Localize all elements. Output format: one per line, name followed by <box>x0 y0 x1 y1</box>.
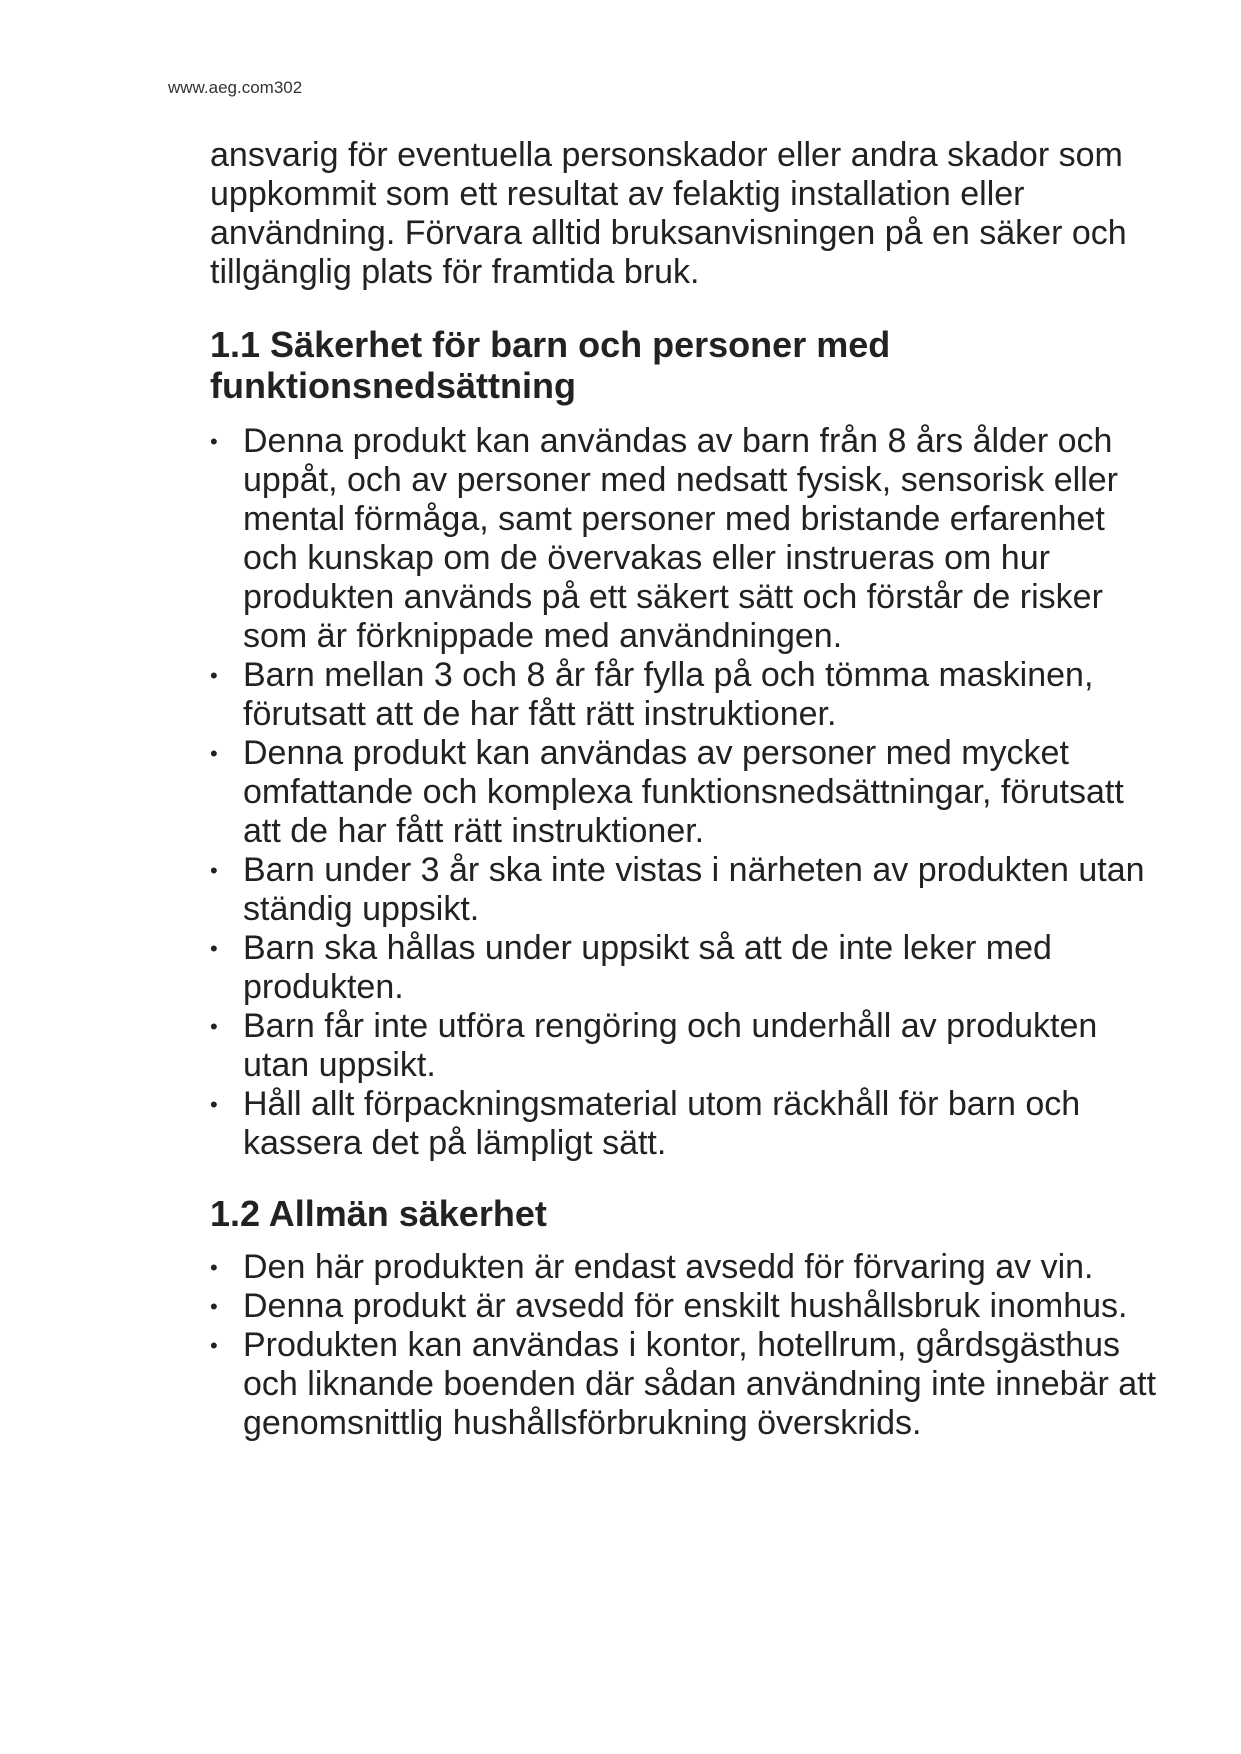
bullet-icon: • <box>210 1294 218 1319</box>
general-safety-list <box>210 1248 1160 1443</box>
list-item: • Håll allt förpackningsmaterial utom räckhåll för barn och kassera det på lämpligt sätt. <box>210 1085 1081 1162</box>
list-item: • Denna produkt är avsedd för enskilt hushållsbruk inomhus. <box>210 1287 1128 1325</box>
document-body <box>210 136 1160 1443</box>
section-heading-general-safety: 1.2 Allmän säkerhet <box>210 1193 547 1234</box>
list-item: • Barn under 3 år ska inte vistas i närheten av produkten utan ständig uppsikt. <box>210 851 1145 928</box>
list-item: • Produkten kan användas i kontor, hotellrum, gårdsgästhus och liknande boenden där sådan användning inte innebär att genomsnittlig hushållsförbrukning överskrids. <box>210 1326 1157 1442</box>
list-item: • Barn får inte utföra rengöring och underhåll av produkten utan uppsikt. <box>210 1007 1098 1084</box>
list-item: • Den här produkten är endast avsedd för förvaring av vin. <box>210 1248 1094 1286</box>
list-item: • Barn ska hållas under uppsikt så att de inte leker med produkten. <box>210 929 1052 1006</box>
bullet-icon: • <box>210 858 218 883</box>
bullet-icon: • <box>210 1092 218 1117</box>
bullet-icon: • <box>210 741 218 766</box>
bullet-icon: • <box>210 1255 218 1280</box>
children-safety-list <box>210 422 1160 1163</box>
list-item: • Denna produkt kan användas av personer med mycket omfattande och komplexa funktionsnedsättningar, förutsatt att de har fått rätt instruktioner. <box>210 734 1124 850</box>
list-item: • Denna produkt kan användas av barn från 8 års ålder och uppåt, och av personer med nedsatt fysisk, sensorisk eller mental förmåga, samt personer med bristande erfarenhet och kunskap om de övervakas eller instrueras om hur produkten används på ett säkert sätt och förstår de risker som är förknippade med användningen. <box>210 422 1118 655</box>
bullet-icon: • <box>210 1014 218 1039</box>
header-url: www.aeg.com <box>168 78 274 97</box>
bullet-icon: • <box>210 936 218 961</box>
list-item: • Barn mellan 3 och 8 år får fylla på och tömma maskinen, förutsatt att de har fått rätt instruktioner. <box>210 656 1094 733</box>
bullet-icon: • <box>210 429 218 454</box>
bullet-icon: • <box>210 663 218 688</box>
page-header <box>168 78 302 98</box>
page-number: 302 <box>273 78 303 97</box>
intro-paragraph: ansvarig för eventuella personskador eller andra skador som uppkommit som ett resultat av felaktig installation eller användning. Förvara alltid bruksanvisningen på en säker och tillgänglig plats för framtida bruk. <box>210 136 1127 291</box>
section-heading-children-safety: 1.1 Säkerhet för barn och personer med funktionsnedsättning <box>210 324 891 406</box>
bullet-icon: • <box>210 1333 218 1358</box>
